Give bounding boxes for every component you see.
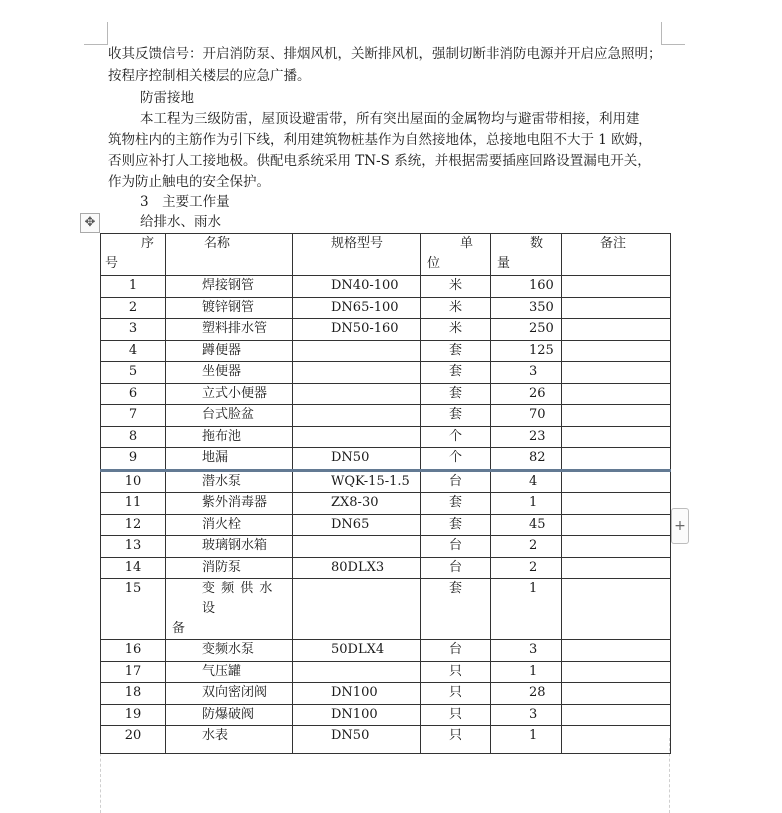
cell-unit-text: 米 (448, 321, 462, 336)
cell-no[interactable] (101, 640, 166, 662)
cell-spec[interactable] (293, 726, 421, 754)
cell-unit-text: 套 (448, 516, 462, 532)
cell-unit[interactable] (421, 640, 491, 662)
cell-unit-text: 套 (448, 581, 462, 596)
cell-no-text: 13 (124, 538, 142, 553)
cell-spec[interactable] (293, 661, 421, 683)
cell-no[interactable] (101, 470, 166, 493)
cell-name-text: 潜水泵 (202, 473, 242, 489)
cell-qty[interactable] (491, 726, 562, 754)
cell-no[interactable] (101, 704, 166, 726)
header-cell-name[interactable] (166, 234, 293, 276)
cell-unit[interactable] (421, 683, 491, 705)
header-cell-qty[interactable] (491, 234, 562, 276)
add-column-button[interactable]: + (671, 508, 689, 544)
cell-qty[interactable] (491, 297, 562, 319)
cell-no-text: 15 (124, 581, 142, 596)
cell-name[interactable] (166, 493, 293, 515)
header-no-bottom: 号 (105, 256, 119, 271)
cell-name-text: 消防泵 (202, 559, 242, 575)
cell-unit[interactable] (421, 319, 491, 341)
table-row (101, 470, 671, 493)
cell-remark[interactable] (562, 405, 671, 427)
cell-name-text: 塑料排水管 (202, 321, 268, 336)
cell-unit[interactable] (421, 493, 491, 515)
cell-spec[interactable] (293, 319, 421, 341)
cell-unit-text: 台 (448, 559, 462, 575)
cell-spec[interactable] (293, 579, 421, 640)
cell-qty[interactable] (491, 683, 562, 705)
header-spec: 规格型号 (331, 236, 384, 251)
cell-spec[interactable] (293, 426, 421, 448)
cell-spec[interactable] (293, 470, 421, 493)
cell-qty[interactable] (491, 362, 562, 384)
cell-qty-text: 28 (529, 685, 546, 700)
table-subheading: 给排水、雨水 (140, 214, 221, 230)
cell-no-text: 19 (124, 706, 142, 722)
cell-spec-text: 80DLX3 (331, 559, 385, 575)
heading-lightning-protection: 防雷接地 (140, 90, 194, 106)
body-line-5: 筑物柱内的主筋作为引下线，利用建筑物桩基作为自然接地体，总接地电阻不大于 1 欧姆， (108, 132, 652, 148)
cell-name[interactable] (166, 514, 293, 536)
cell-qty[interactable] (491, 557, 562, 579)
cell-name-line2: 备 (172, 621, 186, 636)
cell-remark[interactable] (562, 276, 671, 298)
table-row (101, 640, 671, 662)
cell-remark[interactable] (562, 514, 671, 536)
cell-no-text: 12 (124, 516, 142, 532)
cell-no-text: 8 (128, 428, 138, 444)
table-row (101, 383, 671, 405)
cell-spec[interactable] (293, 514, 421, 536)
table-row (101, 661, 671, 683)
cell-qty[interactable] (491, 426, 562, 448)
cell-name-text: 紫外消毒器 (202, 495, 268, 510)
cell-name[interactable] (166, 470, 293, 493)
table-row (101, 579, 671, 640)
cell-remark[interactable] (562, 640, 671, 662)
cell-spec-text: 50DLX4 (331, 642, 385, 657)
cell-no-text: 16 (124, 642, 142, 657)
cell-unit-text: 只 (448, 663, 462, 679)
table-move-handle-icon[interactable]: ✥ (80, 213, 100, 233)
crop-mark-top-left-v (107, 22, 108, 44)
cell-spec-text: DN50-160 (331, 321, 399, 336)
cell-no-text: 9 (128, 450, 138, 465)
cell-remark[interactable] (562, 726, 671, 754)
table-row (101, 726, 671, 754)
cell-name-text: 台式脸盆 (202, 407, 255, 422)
cell-qty[interactable] (491, 319, 562, 341)
header-cell-remark[interactable] (562, 234, 671, 276)
cell-qty[interactable] (491, 493, 562, 515)
table-row (101, 493, 671, 515)
cell-spec-text: DN50 (331, 728, 370, 743)
cell-unit[interactable] (421, 426, 491, 448)
cell-name[interactable] (166, 362, 293, 384)
cell-name[interactable] (166, 383, 293, 405)
cell-unit-text: 套 (448, 385, 462, 401)
cell-no[interactable] (101, 340, 166, 362)
cell-no-text: 4 (128, 342, 138, 358)
cell-name-text: 镀锌钢管 (202, 299, 255, 315)
cell-no[interactable] (101, 557, 166, 579)
cell-qty-text: 2 (529, 538, 538, 553)
cell-qty-text: 1 (529, 495, 538, 510)
cell-qty-text: 3 (529, 642, 538, 657)
cell-remark[interactable] (562, 579, 671, 640)
table-row (101, 340, 671, 362)
cell-name-text: 双向密闭阀 (202, 685, 268, 700)
cell-name-text: 玻璃钢水箱 (202, 538, 268, 553)
cell-unit-text: 台 (448, 538, 462, 553)
cell-remark[interactable] (562, 340, 671, 362)
cell-no-text: 20 (124, 728, 142, 743)
cell-name[interactable] (166, 704, 293, 726)
cell-qty-text: 3 (529, 364, 538, 379)
cell-remark[interactable] (562, 683, 671, 705)
cell-spec[interactable] (293, 383, 421, 405)
cell-spec-text: DN40-100 (331, 278, 399, 293)
cell-no[interactable] (101, 683, 166, 705)
cell-qty[interactable] (491, 514, 562, 536)
header-cell-no[interactable] (101, 234, 166, 276)
cell-unit-text: 套 (448, 495, 462, 510)
cell-no[interactable] (101, 426, 166, 448)
cell-name[interactable] (166, 683, 293, 705)
cell-unit[interactable] (421, 448, 491, 471)
header-remark: 备注 (600, 236, 627, 251)
cell-qty[interactable] (491, 448, 562, 471)
cell-spec[interactable] (293, 640, 421, 662)
cell-qty-text: 1 (529, 728, 538, 743)
cell-qty[interactable] (491, 276, 562, 298)
cell-unit[interactable] (421, 297, 491, 319)
cell-spec[interactable] (293, 297, 421, 319)
cell-name-text: 气压罐 (202, 663, 242, 679)
cell-unit[interactable] (421, 557, 491, 579)
header-cell-spec[interactable] (293, 234, 421, 276)
cell-name[interactable] (166, 448, 293, 471)
cell-spec-text: DN65-100 (331, 299, 399, 315)
cell-unit-text: 套 (448, 342, 462, 358)
table-row (101, 704, 671, 726)
body-line-4: 本工程为三级防雷，屋顶设避雷带，所有突出屋面的金属物均与避雷带相接，利用建 (140, 111, 640, 127)
cell-no[interactable] (101, 297, 166, 319)
cell-remark[interactable] (562, 448, 671, 471)
cell-name[interactable] (166, 319, 293, 341)
cell-qty-text: 250 (529, 321, 554, 336)
cell-unit-text: 套 (448, 364, 462, 379)
cell-qty-text: 70 (529, 407, 546, 422)
cell-spec[interactable] (293, 276, 421, 298)
crop-mark-top-right-v (661, 22, 662, 44)
cell-name[interactable] (166, 579, 293, 640)
cell-spec[interactable] (293, 536, 421, 558)
cell-no-text: 17 (124, 663, 142, 679)
cell-name[interactable] (166, 640, 293, 662)
cell-remark[interactable] (562, 470, 671, 493)
section-heading-3: 3 主要工作量 (140, 194, 230, 210)
crop-mark-top-left-h (84, 44, 108, 45)
cell-no-text: 7 (128, 407, 138, 422)
cell-unit-text: 套 (448, 407, 462, 422)
table-row (101, 557, 671, 579)
table-row (101, 514, 671, 536)
cell-name-text: 拖布池 (202, 428, 242, 444)
cell-spec-text: DN100 (331, 706, 378, 722)
cell-unit[interactable] (421, 661, 491, 683)
cell-qty[interactable] (491, 405, 562, 427)
table-row (101, 405, 671, 427)
cell-qty-text: 23 (529, 428, 546, 444)
cell-qty[interactable] (491, 383, 562, 405)
header-qty-top: 数 (530, 236, 544, 251)
cell-no-text: 6 (128, 385, 138, 401)
cell-no[interactable] (101, 536, 166, 558)
cell-name-text: 立式小便器 (202, 385, 268, 401)
cell-spec[interactable] (293, 683, 421, 705)
header-cell-unit[interactable] (421, 234, 491, 276)
cell-qty[interactable] (491, 536, 562, 558)
body-line-1: 收其反馈信号：开启消防泵、排烟风机，关断排风机，强制切断非消防电源并开启应急照明； (108, 46, 662, 62)
cell-qty-text: 4 (529, 473, 538, 489)
cell-unit[interactable] (421, 514, 491, 536)
cell-unit[interactable] (421, 726, 491, 754)
cell-no-text: 14 (124, 559, 142, 575)
cell-qty-text: 45 (529, 516, 546, 532)
table-row (101, 683, 671, 705)
cell-unit[interactable] (421, 340, 491, 362)
cell-remark[interactable] (562, 297, 671, 319)
cell-spec[interactable] (293, 340, 421, 362)
cell-qty-text: 3 (529, 706, 538, 722)
work-quantity-table (100, 233, 671, 754)
cell-name-text: 焊接钢管 (202, 278, 255, 293)
cell-spec-text: DN100 (331, 685, 378, 700)
cell-unit[interactable] (421, 383, 491, 405)
cell-no-text: 18 (124, 685, 142, 700)
cell-name[interactable] (166, 276, 293, 298)
cell-remark[interactable] (562, 536, 671, 558)
cell-name[interactable] (166, 557, 293, 579)
cell-name[interactable] (166, 405, 293, 427)
cell-name-text: 蹲便器 (202, 342, 242, 358)
cell-no-text: 10 (124, 473, 142, 489)
table-row (101, 426, 671, 448)
cell-remark[interactable] (562, 704, 671, 726)
cell-name[interactable] (166, 726, 293, 754)
cell-spec[interactable] (293, 448, 421, 471)
cell-qty-text: 1 (529, 581, 538, 596)
cell-spec-text: ZX8-30 (331, 495, 379, 510)
cell-no[interactable] (101, 448, 166, 471)
cell-no[interactable] (101, 726, 166, 754)
cell-spec[interactable] (293, 704, 421, 726)
cell-spec[interactable] (293, 405, 421, 427)
cell-qty[interactable] (491, 340, 562, 362)
table-row (101, 319, 671, 341)
cell-qty-text: 160 (529, 278, 554, 293)
cell-no[interactable] (101, 276, 166, 298)
table-row (101, 536, 671, 558)
cell-unit[interactable] (421, 579, 491, 640)
cell-name-text: 地漏 (202, 450, 229, 465)
cell-remark[interactable] (562, 557, 671, 579)
cell-unit-text: 只 (448, 728, 462, 743)
cell-name-line1: 变 频 供 水 设 (202, 581, 274, 616)
cell-qty-text: 1 (529, 663, 538, 679)
cell-no[interactable] (101, 319, 166, 341)
cell-no-text: 3 (128, 321, 138, 336)
table-row (101, 276, 671, 298)
cell-qty-text: 350 (529, 299, 554, 315)
cell-unit[interactable] (421, 362, 491, 384)
cell-unit-text: 台 (448, 473, 462, 489)
cell-name[interactable] (166, 340, 293, 362)
cell-unit-text: 米 (448, 299, 462, 315)
cell-no[interactable] (101, 493, 166, 515)
table-row (101, 362, 671, 384)
cell-no-text: 1 (128, 278, 138, 293)
cell-remark[interactable] (562, 426, 671, 448)
cell-name-text: 防爆破阀 (202, 706, 255, 722)
cell-no[interactable] (101, 405, 166, 427)
cell-name[interactable] (166, 297, 293, 319)
cell-name[interactable] (166, 536, 293, 558)
cell-spec-text: WQK-15-1.5 (331, 473, 410, 489)
cell-remark[interactable] (562, 319, 671, 341)
cell-unit[interactable] (421, 536, 491, 558)
cell-remark[interactable] (562, 661, 671, 683)
cell-qty[interactable] (491, 579, 562, 640)
cell-no-text: 2 (128, 299, 138, 315)
cell-unit[interactable] (421, 470, 491, 493)
cell-unit[interactable] (421, 276, 491, 298)
cell-no-text: 5 (128, 364, 138, 379)
table-header-row (101, 234, 671, 276)
header-no-top: 序 (141, 236, 155, 251)
cell-unit-text: 只 (448, 706, 462, 722)
cell-qty[interactable] (491, 661, 562, 683)
table-row (101, 297, 671, 319)
body-line-2: 按程序控制相关楼层的应急广播。 (108, 68, 311, 84)
cell-no[interactable] (101, 362, 166, 384)
cell-remark[interactable] (562, 493, 671, 515)
cell-name-text: 水表 (202, 728, 229, 743)
cell-unit[interactable] (421, 405, 491, 427)
cell-no[interactable] (101, 661, 166, 683)
cell-unit-text: 米 (448, 278, 462, 293)
cell-no[interactable] (101, 579, 166, 640)
cell-unit-text: 台 (448, 642, 462, 657)
cell-no-text: 11 (124, 495, 142, 510)
cell-spec[interactable] (293, 557, 421, 579)
cell-qty[interactable] (491, 640, 562, 662)
cell-spec[interactable] (293, 493, 421, 515)
cell-unit-text: 个 (448, 450, 462, 465)
cell-unit-text: 只 (448, 685, 462, 700)
cell-name-text: 坐便器 (202, 364, 242, 379)
cell-name[interactable] (166, 661, 293, 683)
body-line-7: 作为防止触电的安全保护。 (108, 174, 270, 190)
cell-remark[interactable] (562, 362, 671, 384)
cell-remark[interactable] (562, 383, 671, 405)
header-unit-bottom: 位 (427, 256, 441, 271)
cell-qty-text: 26 (529, 385, 546, 401)
cell-qty[interactable] (491, 470, 562, 493)
cell-no[interactable] (101, 514, 166, 536)
cell-unit-text: 个 (448, 428, 462, 444)
cell-qty-text: 2 (529, 559, 538, 575)
cell-name[interactable] (166, 426, 293, 448)
header-name: 名称 (204, 236, 231, 251)
cell-name-text: 变频水泵 (202, 642, 255, 657)
cell-spec[interactable] (293, 362, 421, 384)
header-qty-bottom: 量 (497, 256, 511, 271)
cell-unit[interactable] (421, 704, 491, 726)
cell-name-text: 消火栓 (202, 516, 242, 532)
cell-qty-text: 125 (529, 342, 554, 358)
cell-spec-text: DN50 (331, 450, 370, 465)
body-line-6: 否则应补打人工接地极。供配电系统采用 TN-S 系统，并根据需要插座回路设置漏电开关， (108, 153, 651, 169)
cell-qty-text: 82 (529, 450, 546, 465)
header-unit-top: 单 (460, 236, 474, 251)
cell-no[interactable] (101, 383, 166, 405)
table-row (101, 448, 671, 471)
cell-spec-text: DN65 (331, 516, 370, 532)
cell-qty[interactable] (491, 704, 562, 726)
